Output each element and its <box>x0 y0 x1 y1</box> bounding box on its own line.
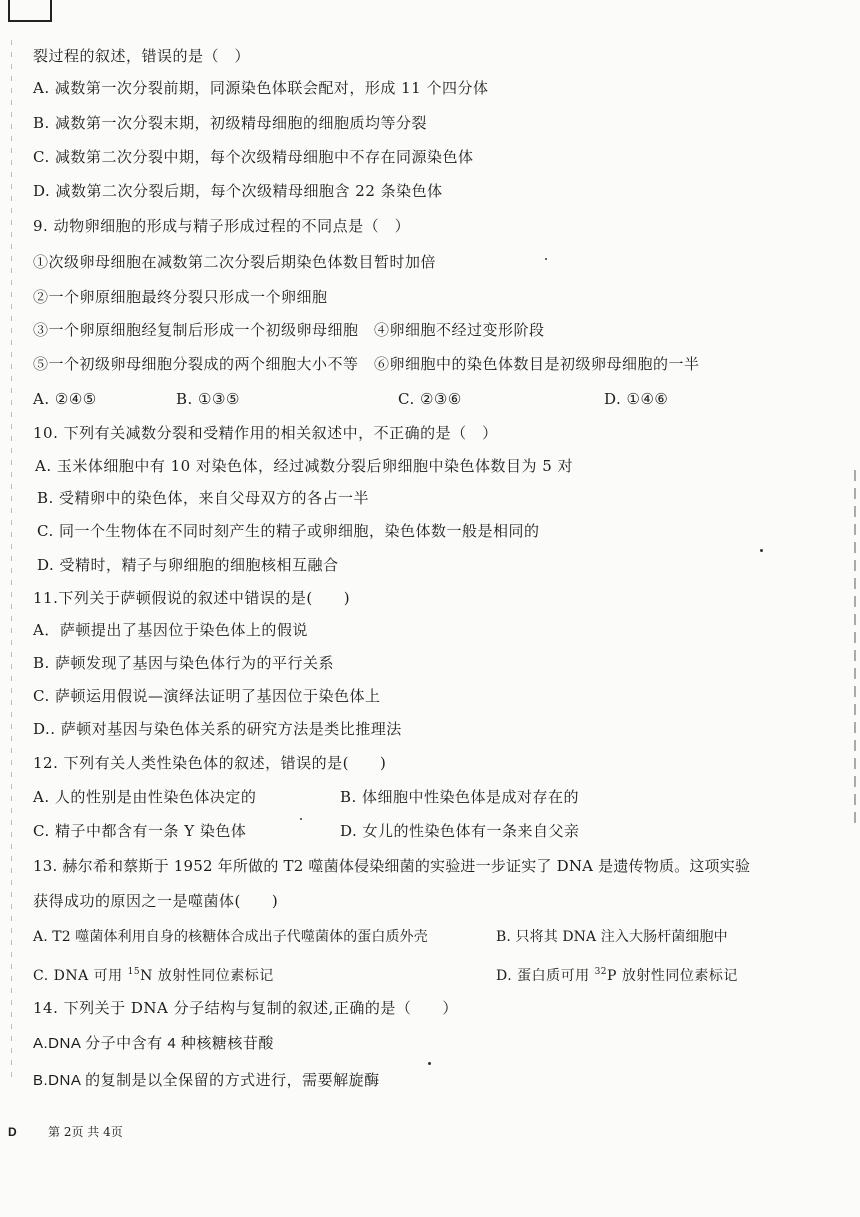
question-9-stem: 9. 动物卵细胞的形成与精子形成过程的不同点是（ ） <box>33 217 411 235</box>
question-9-option-d: D. ①④⑥ <box>604 390 669 408</box>
isotope-mass-15: 15 <box>127 967 141 977</box>
question-10-option-b: B. 受精卵中的染色体，来自父母双方的各占一半 <box>37 489 370 507</box>
scan-speck <box>545 258 547 260</box>
question-13-option-b: B. 只将其 DNA 注入大肠杆菌细胞中 <box>496 929 728 945</box>
question-12-option-c: C. 精子中都含有一条 Y 染色体 <box>33 822 247 840</box>
question-10-option-c: C. 同一个生物体在不同时刻产生的精子或卵细胞，染色体数一般是相同的 <box>37 522 540 540</box>
scan-speck <box>300 818 302 820</box>
footer-mark: D <box>8 1125 17 1139</box>
question-14-stem: 14. 下列关于 DNA 分子结构与复制的叙述,正确的是（ ） <box>33 999 458 1017</box>
question-13-stem-cont: 获得成功的原因之一是噬菌体( ) <box>33 892 279 910</box>
question-8-option-c: C. 减数第二次分裂中期，每个次级精母细胞中不存在同源染色体 <box>33 148 474 166</box>
question-12-stem: 12. 下列有关人类性染色体的叙述，错误的是( ) <box>33 754 387 772</box>
question-9-option-c: C. ②③⑥ <box>398 390 462 408</box>
question-9-item-5-6: ⑤一个初级卵母细胞分裂成的两个细胞大小不等 ⑥卵细胞中的染色体数目是初级卵母细胞的一半 <box>33 355 700 373</box>
question-9-option-a: A. ②④⑤ <box>33 390 97 408</box>
question-8-option-d: D. 减数第二次分裂后期，每个次级精母细胞含 22 条染色体 <box>33 182 443 200</box>
corner-box-mark <box>8 0 52 22</box>
question-14-option-a: A.DNA 分子中含有 4 种核糖核苷酸 <box>33 1035 274 1052</box>
question-10-stem: 10. 下列有关减数分裂和受精作用的相关叙述中，不正确的是（ ） <box>33 424 498 442</box>
question-11-option-c: C. 萨顿运用假说—演绎法证明了基因位于染色体上 <box>33 687 381 705</box>
question-8-option-b: B. 减数第一次分裂末期，初级精母细胞的细胞质均等分裂 <box>33 114 428 132</box>
right-edge-shadow <box>854 470 856 830</box>
question-14-option-b: B.DNA 的复制是以全保留的方式进行，需要解旋酶 <box>33 1072 380 1089</box>
question-11-option-a: A．萨顿提出了基因位于染色体上的假说 <box>33 621 308 639</box>
question-8-stem-tail: 裂过程的叙述，错误的是（ ） <box>33 47 251 65</box>
question-12-option-a: A. 人的性别是由性染色体决定的 <box>33 788 257 806</box>
isotope-mass-32: 32 <box>594 967 608 977</box>
binding-edge-line <box>11 40 12 1080</box>
question-13-option-c: C. DNA 可用 $^{15}$N 放射性同位素标记 <box>33 967 274 984</box>
question-9-item-1: ①次级卵母细胞在减数第二次分裂后期染色体数目暂时加倍 <box>33 253 437 271</box>
question-9-option-b: B. ①③⑤ <box>176 390 240 408</box>
question-13-stem: 13. 赫尔希和蔡斯于 1952 年所做的 T2 噬菌体侵染细菌的实验进一步证实了 DNA 是遗传物质。这项实验 <box>33 857 751 875</box>
scan-speck <box>428 1062 431 1065</box>
question-12-option-b: B. 体细胞中性染色体是成对存在的 <box>340 788 580 806</box>
footer-page-number: 第 2页 共 4页 <box>48 1125 123 1139</box>
question-11-option-b: B. 萨顿发现了基因与染色体行为的平行关系 <box>33 654 335 672</box>
question-9-item-2: ②一个卵原细胞最终分裂只形成一个卵细胞 <box>33 288 328 306</box>
question-10-option-a: A. 玉米体细胞中有 10 对染色体，经过减数分裂后卵细胞中染色体数目为 5 对 <box>35 457 574 475</box>
question-9-item-3-4: ③一个卵原细胞经复制后形成一个初级卵母细胞 ④卵细胞不经过变形阶段 <box>33 321 545 339</box>
question-11-option-d: D.. 萨顿对基因与染色体关系的研究方法是类比推理法 <box>33 720 402 738</box>
question-13-option-d: D. 蛋白质可用 $^{32}$P 放射性同位素标记 <box>496 967 738 984</box>
question-8-option-a: A. 减数第一次分裂前期，同源染色体联会配对，形成 11 个四分体 <box>33 79 489 97</box>
question-13-option-a: A. T2 噬菌体利用自身的核糖体合成出子代噬菌体的蛋白质外壳 <box>33 929 428 945</box>
scan-speck <box>760 549 763 552</box>
question-12-option-d: D. 女儿的性染色体有一条来自父亲 <box>340 822 580 840</box>
question-11-stem: 11.下列关于萨顿假说的叙述中错误的是( ) <box>33 589 351 607</box>
question-10-option-d: D. 受精时，精子与卵细胞的细胞核相互融合 <box>37 556 339 574</box>
